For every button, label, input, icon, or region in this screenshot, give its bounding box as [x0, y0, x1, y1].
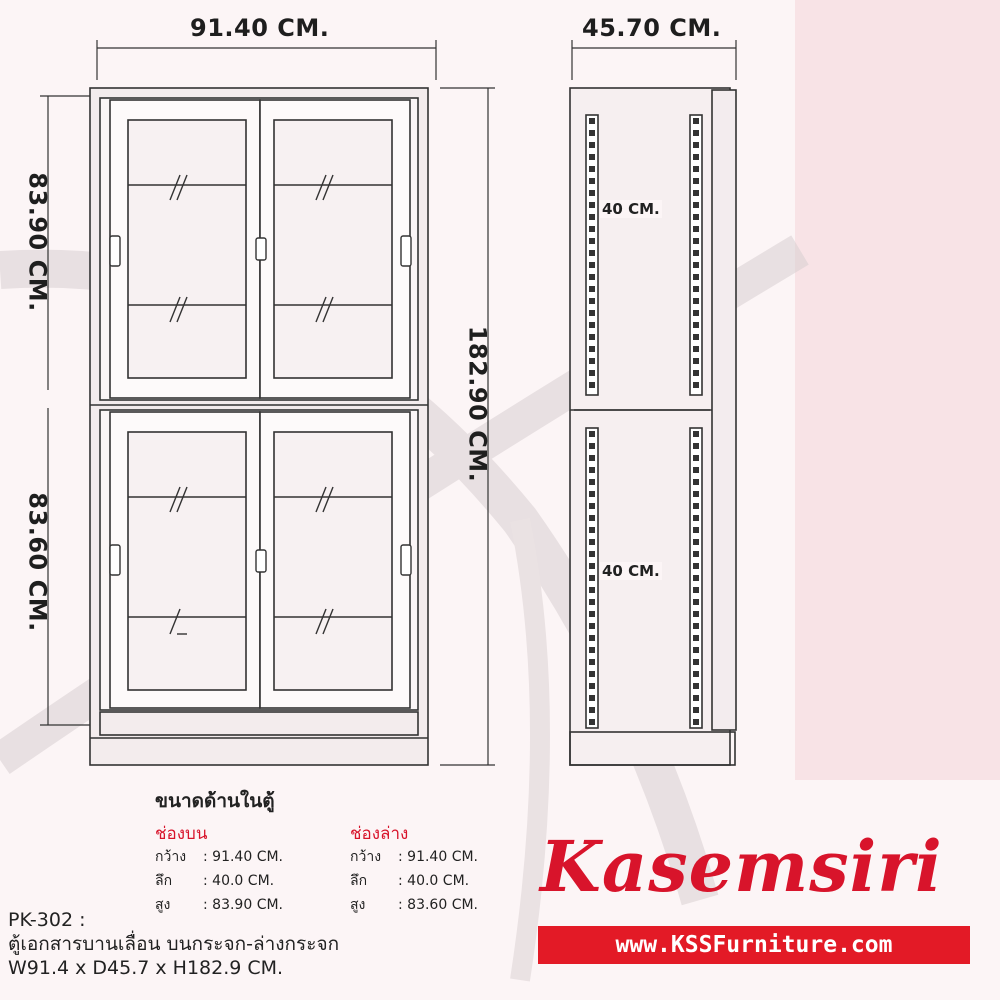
upper-height-label: 83.90 CM. [23, 172, 52, 312]
shelf-slot [589, 683, 595, 689]
shelf-slot [589, 599, 595, 605]
shelf-slot [589, 719, 595, 725]
shelf-slot [589, 707, 595, 713]
shelf-slot [589, 443, 595, 449]
shelf-slot [693, 479, 699, 485]
upper-depth-value: : 40.0 CM. [203, 873, 275, 889]
shelf-slot [693, 130, 699, 136]
shelf-slot [693, 358, 699, 364]
lower-width-label: กว้าง [350, 849, 382, 865]
shelf-slot [589, 358, 595, 364]
shelf-slot [589, 467, 595, 473]
shelf-slot [589, 166, 595, 172]
shelf-slot [693, 250, 699, 256]
shelf-slot [589, 262, 595, 268]
shelf-slot [693, 431, 699, 437]
shelf-slot [693, 707, 699, 713]
shelf-slot [589, 635, 595, 641]
shelf-slot [589, 334, 595, 340]
upper-width-label: กว้าง [155, 849, 187, 865]
shelf-slot [589, 611, 595, 617]
shelf-slot [589, 274, 595, 280]
shelf-slot [693, 695, 699, 701]
shelf-slot [589, 286, 595, 292]
lower-depth-label: 40 CM. [602, 562, 660, 580]
shelf-slot [693, 118, 699, 124]
model-code: PK-302 : [8, 909, 86, 931]
shelf-slot [589, 527, 595, 533]
product-info [8, 908, 339, 980]
lower-height-label: 83.60 CM. [23, 492, 52, 632]
shelf-slot [589, 623, 595, 629]
shelf-slot [693, 214, 699, 220]
lower-depth-value: : 40.0 CM. [398, 873, 470, 889]
shelf-slot [589, 226, 595, 232]
shelf-slot [693, 322, 699, 328]
shelf-slot [589, 190, 595, 196]
shelf-slot [589, 142, 595, 148]
shelf-slot [589, 118, 595, 124]
shelf-slot [589, 431, 595, 437]
shelf-slot [693, 647, 699, 653]
shelf-slot [693, 503, 699, 509]
shelf-slot [589, 539, 595, 545]
shelf-slot [589, 647, 595, 653]
shelf-slot [693, 467, 699, 473]
shelf-slot [693, 539, 699, 545]
shelf-slot [693, 719, 699, 725]
shelf-slot [693, 443, 699, 449]
shelf-slot [589, 370, 595, 376]
shelf-slot [589, 479, 595, 485]
shelf-slot [693, 310, 699, 316]
shelf-slot [693, 515, 699, 521]
shelf-slot [589, 298, 595, 304]
shelf-slot [589, 322, 595, 328]
shelf-slot [693, 635, 699, 641]
shelf-slot [693, 286, 699, 292]
shelf-slot [693, 575, 699, 581]
inner-dimensions-table [155, 786, 525, 926]
shelf-slot [693, 587, 699, 593]
shelf-slot [589, 346, 595, 352]
shelf-slot [589, 551, 595, 557]
shelf-slot [589, 455, 595, 461]
shelf-slot [693, 226, 699, 232]
depth-label: 45.70 CM. [582, 14, 722, 42]
lower-compartment [350, 820, 540, 918]
width-label: 91.40 CM. [190, 14, 330, 42]
lower-height-value: : 83.60 CM. [398, 897, 479, 913]
shelf-slot [589, 130, 595, 136]
shelf-slot [693, 202, 699, 208]
shelf-slot [693, 190, 699, 196]
lower-width-value: : 91.40 CM. [398, 849, 479, 865]
shelf-slot [693, 334, 699, 340]
upper-depth-label-row: ลึก [155, 873, 173, 889]
total-height-label: 182.90 CM. [463, 325, 492, 483]
shelf-slot [693, 262, 699, 268]
shelf-slot [589, 250, 595, 256]
upper-height-label-row: สูง [155, 897, 171, 913]
shelf-slot [693, 142, 699, 148]
shelf-slot [693, 455, 699, 461]
shelf-slot [589, 671, 595, 677]
shelf-slot [693, 370, 699, 376]
upper-depth-label: 40 CM. [602, 200, 660, 218]
shelf-slot [589, 214, 595, 220]
shelf-slot [693, 611, 699, 617]
shelf-slot [693, 683, 699, 689]
shelf-slot [589, 659, 595, 665]
shelf-slot [693, 491, 699, 497]
shelf-slot [693, 659, 699, 665]
lower-depth-label-row: ลึก [350, 873, 368, 889]
shelf-slot [693, 527, 699, 533]
upper-heading: ช่องบน [155, 824, 208, 844]
shelf-slot [589, 382, 595, 388]
shelf-slot [589, 238, 595, 244]
product-description: ตู้เอกสารบานเลื่อน บนกระจก-ล่างกระจก [8, 933, 340, 955]
upper-compartment [155, 820, 345, 918]
shelf-slot [693, 274, 699, 280]
shelf-slot [693, 346, 699, 352]
shelf-slot [693, 298, 699, 304]
shelf-slot [693, 178, 699, 184]
shelf-slot [589, 154, 595, 160]
specs-title: ขนาดด้านในตู้ [155, 790, 275, 812]
shelf-slot [693, 551, 699, 557]
upper-width-value: : 91.40 CM. [203, 849, 284, 865]
shelf-slot [589, 202, 595, 208]
shelf-slot [693, 166, 699, 172]
shelf-slot [693, 238, 699, 244]
shelf-slot [693, 671, 699, 677]
website-banner[interactable]: www.KSSFurniture.com [538, 926, 970, 964]
shelf-slot [589, 587, 595, 593]
shelf-slot [693, 599, 699, 605]
shelf-slot [589, 515, 595, 521]
shelf-slot [693, 623, 699, 629]
shelf-slot [693, 382, 699, 388]
product-dimensions: W91.4 x D45.7 x H182.9 CM. [8, 957, 284, 979]
shelf-slot [589, 563, 595, 569]
upper-height-value: : 83.90 CM. [203, 897, 284, 913]
shelf-slot [589, 695, 595, 701]
lower-height-label-row: สูง [350, 897, 366, 913]
shelf-slot [589, 178, 595, 184]
shelf-slot [589, 575, 595, 581]
brand-logo: Kasemsiri [540, 825, 943, 908]
shelf-slot [589, 310, 595, 316]
front-cabinet [90, 88, 428, 765]
shelf-slot [589, 491, 595, 497]
shelf-slot [693, 563, 699, 569]
lower-heading: ช่องล่าง [350, 824, 409, 844]
shelf-slot [589, 503, 595, 509]
shelf-slot [693, 154, 699, 160]
